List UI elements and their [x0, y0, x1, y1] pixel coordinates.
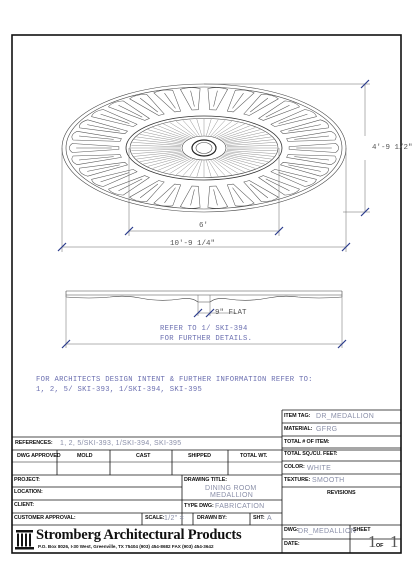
- medallion-ray: [132, 142, 181, 145]
- medallion-ray: [170, 122, 194, 137]
- medallion-ray: [158, 126, 190, 139]
- medallion-ray: [227, 145, 277, 147]
- medallion-ray: [227, 149, 277, 151]
- medallion-ray: [170, 159, 194, 174]
- flat-dimension-label: 9" FLAT: [215, 309, 247, 317]
- texture-label: TEXTURE:: [284, 477, 311, 483]
- medallion-ray: [206, 160, 211, 177]
- medallion-ray: [206, 119, 211, 136]
- medallion-petal: [271, 169, 316, 186]
- medallion-ray: [219, 158, 251, 171]
- scale-label: SCALE:: [145, 515, 165, 521]
- medallion-petal-rib: [233, 93, 244, 108]
- references-value: 1, 2, 5/SKI-393, 1/SKI-394, SKI-395: [60, 440, 182, 447]
- section-note-line-2: FOR FURTHER DETAILS.: [160, 335, 253, 343]
- medallion-petal: [79, 162, 127, 176]
- height-dimension-label: 4'-9 1/2": [372, 144, 413, 152]
- medallion-petal-rib: [191, 189, 195, 205]
- medallion-ray: [197, 119, 202, 136]
- medallion-petal: [227, 184, 254, 206]
- medallion-ray: [143, 155, 185, 164]
- overall-dimension-label: 10'-9 1/4": [170, 240, 216, 248]
- medallion-petal: [271, 110, 316, 127]
- dwg-value: DR_MEDALLION: [298, 528, 357, 535]
- dwg-label: DWG:: [284, 527, 299, 533]
- medallion-petal: [154, 184, 181, 206]
- drawing-title-line-1: DINING ROOM: [205, 485, 257, 492]
- color-value: WHITE: [307, 465, 332, 472]
- drawn-by-label: DRAWN BY:: [197, 515, 227, 521]
- medallion-petal-rib: [87, 125, 120, 132]
- medallion-ray: [132, 150, 181, 153]
- company-name: Stromberg Architectural Products: [36, 527, 242, 543]
- medallion-petal-rib: [191, 91, 195, 107]
- medallion-petal: [287, 155, 337, 165]
- location-label: LOCATION:: [14, 489, 43, 495]
- medallion-ray: [215, 122, 239, 137]
- medallion-petal: [281, 120, 329, 134]
- medallion-petal-rib: [165, 93, 176, 108]
- medallion-petal-rib: [165, 188, 176, 203]
- medallion-plan-view: [62, 84, 346, 212]
- medallion-ray: [219, 126, 251, 139]
- approval-col-total-wt: TOTAL WT.: [240, 453, 268, 459]
- medallion-petal-rib: [288, 165, 321, 172]
- company-logo-mark: [15, 530, 34, 550]
- medallion-petal: [208, 88, 228, 110]
- drawing-title-line-2: MEDALLION: [210, 492, 254, 499]
- medallion-petal-rib: [214, 91, 218, 107]
- medallion-ray: [223, 155, 265, 164]
- medallion-petal: [92, 169, 137, 186]
- customer-approval-label: CUSTOMER APPROVAL:: [14, 515, 76, 521]
- item-tag-value: DR_MEDALLION: [316, 413, 375, 420]
- project-label: PROJECT:: [14, 477, 40, 483]
- sht-value: A: [267, 515, 272, 522]
- architect-note-line-2: 1, 2, 5/ SKI-393, 1/SKI-394, SKI-395: [36, 386, 203, 394]
- type-dwg-value: FABRICATION: [215, 503, 265, 510]
- texture-value: SMOOTH: [312, 477, 345, 484]
- medallion-petal: [72, 155, 122, 165]
- medallion-ray: [223, 132, 265, 141]
- medallion-petal: [79, 120, 127, 134]
- section-note-line-1: REFER TO 1/ SKI-394: [160, 325, 248, 333]
- medallion-petal-rib: [233, 188, 244, 203]
- type-dwg-label: TYPE DWG:: [184, 503, 214, 509]
- medallion-petal-rib: [87, 165, 120, 172]
- medallion-ray: [131, 149, 181, 151]
- approval-col-shipped: SHIPPED: [188, 453, 211, 459]
- medallion-ray: [227, 150, 276, 153]
- sheet-of-label: OF: [376, 543, 384, 549]
- color-label: COLOR:: [284, 464, 305, 470]
- medallion-ray: [197, 160, 202, 177]
- sheet-total: 1: [390, 532, 399, 551]
- revisions-label: REVISIONS: [327, 490, 356, 496]
- medallion-petal: [72, 131, 122, 141]
- sht-label: SHT:: [253, 515, 265, 521]
- medallion-ray: [143, 132, 185, 141]
- sheet-label: SHEET: [353, 527, 371, 533]
- item-tag-label: ITEM TAG:: [284, 413, 311, 419]
- total-items-label: TOTAL # OF ITEM:: [284, 439, 330, 445]
- client-label: CLIENT:: [14, 502, 34, 508]
- medallion-ray: [215, 159, 239, 174]
- references-label: REFERENCES:: [15, 440, 53, 446]
- company-address: P.O. Box 8026, I-30 West, Greenville, TX 75404 (903) 454-8682 FAX (903) 454-3642: [38, 544, 214, 549]
- approval-col-cast: CAST: [136, 453, 151, 459]
- medallion-petal: [227, 90, 254, 112]
- medallion-petal: [208, 186, 228, 208]
- sheet-number: 1: [368, 532, 377, 551]
- medallion-petal: [154, 90, 181, 112]
- medallion-petal-rib: [288, 125, 321, 132]
- medallion-petal: [287, 131, 337, 141]
- material-value: GFRG: [316, 426, 338, 433]
- medallion-petal: [92, 110, 137, 127]
- inner-dimension-label: 6': [199, 222, 209, 230]
- scale-value: 1/2" =: [164, 515, 185, 522]
- material-label: MATERIAL:: [284, 426, 313, 432]
- medallion-petal-rib: [214, 189, 218, 205]
- medallion-petal: [180, 186, 200, 208]
- medallion-ray: [227, 142, 276, 145]
- medallion-ray: [158, 158, 190, 171]
- approval-col-dwg-approved: DWG APPROVED: [17, 453, 61, 459]
- medallion-petal: [281, 162, 329, 176]
- date-label: DATE:: [284, 541, 300, 547]
- approval-col-mold: MOLD: [77, 453, 93, 459]
- architect-note-line-1: FOR ARCHITECTS DESIGN INTENT & FURTHER INFORMATION REFER TO:: [36, 376, 313, 384]
- total-sq-label: TOTAL SQ./CU. FEET:: [284, 451, 338, 457]
- drawing-title-label: DRAWING TITLE:: [184, 477, 227, 483]
- medallion-ray: [131, 145, 181, 147]
- medallion-petal: [180, 88, 200, 110]
